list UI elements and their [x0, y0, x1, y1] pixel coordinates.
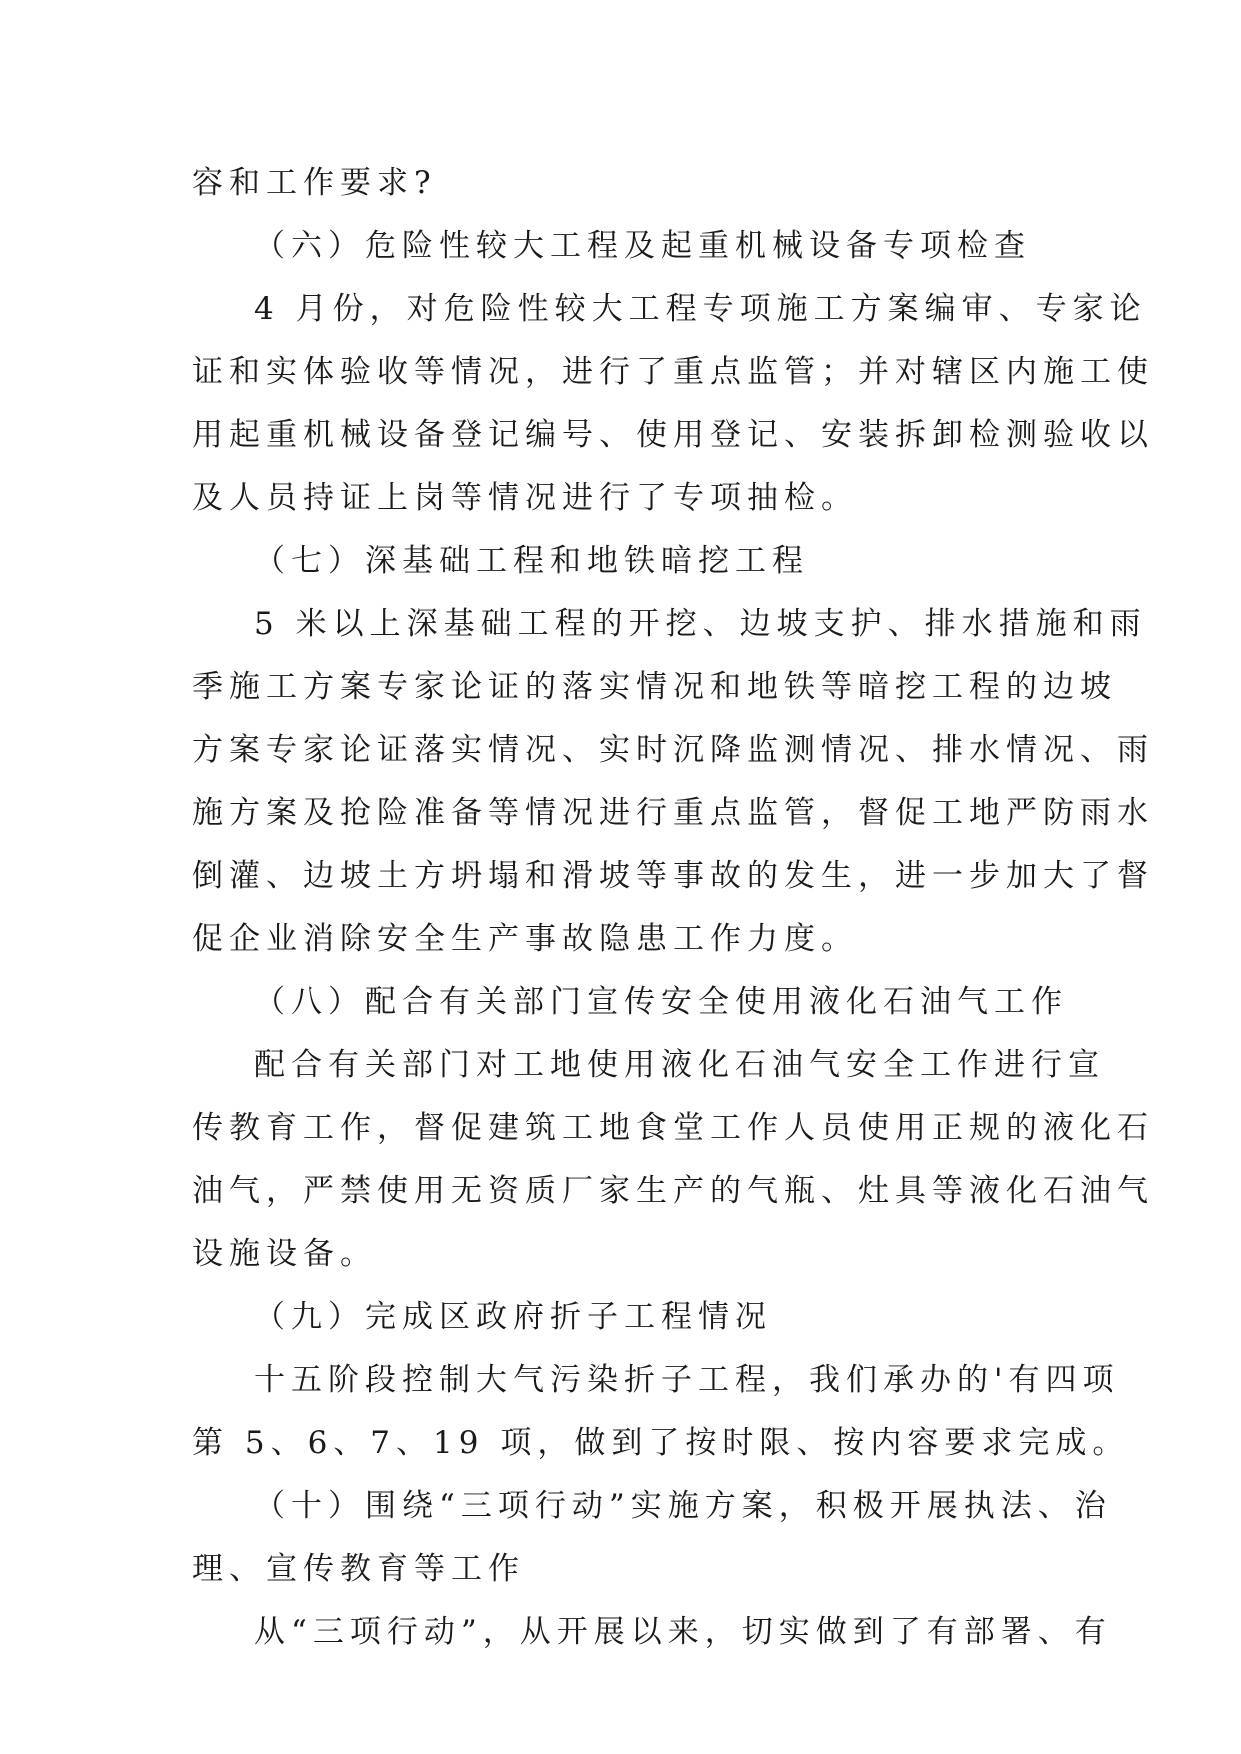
section-heading-10: （十）围绕“三项行动”实施方案，积极开展执法、治	[254, 1488, 1112, 1524]
body-line: 用起重机械设备登记编号、使用登记、安装拆卸检测验收以	[192, 417, 1154, 453]
body-line: 配合有关部门对工地使用液化石油气安全工作进行宣	[254, 1047, 1105, 1083]
body-line: 促企业消除安全生产事故隐患工作力度。	[192, 921, 858, 957]
section-heading-10-cont: 理、宣传教育等工作	[192, 1551, 525, 1587]
body-line: 5 米以上深基础工程的开挖、边坡支护、排水措施和雨	[254, 606, 1147, 642]
body-line: 从“三项行动”，从开展以来，切实做到了有部署、有	[254, 1614, 1112, 1650]
body-line: 倒灌、边坡土方坍塌和滑坡等事故的发生，进一步加大了督	[192, 858, 1154, 894]
body-line: 及人员持证上岗等情况进行了专项抽检。	[192, 480, 858, 516]
body-line: 设施设备。	[192, 1236, 377, 1272]
section-heading-7: （七）深基础工程和地铁暗挖工程	[254, 543, 809, 579]
section-heading-9: （九）完成区政府折子工程情况	[254, 1299, 772, 1335]
section-heading-8: （八）配合有关部门宣传安全使用液化石油气工作	[254, 984, 1068, 1020]
section-heading-6: （六）危险性较大工程及起重机械设备专项检查	[254, 228, 1031, 264]
body-line: 容和工作要求?	[192, 165, 437, 201]
body-line: 第 5、6、7、19 项，做到了按时限、按内容要求完成。	[192, 1425, 1130, 1461]
body-line: 证和实体验收等情况，进行了重点监管；并对辖区内施工使	[192, 354, 1154, 390]
document-body	[192, 152, 1154, 1664]
body-line: 季施工方案专家论证的落实情况和地铁等暗挖工程的边坡	[192, 669, 1117, 705]
body-line: 施方案及抢险准备等情况进行重点监管，督促工地严防雨水	[192, 795, 1154, 831]
body-line: 4 月份，对危险性较大工程专项施工方案编审、专家论	[254, 291, 1147, 327]
body-line: 十五阶段控制大气污染折子工程，我们承办的'有四项	[254, 1362, 1120, 1398]
body-line: 油气，严禁使用无资质厂家生产的气瓶、灶具等液化石油气	[192, 1173, 1154, 1209]
body-line: 方案专家论证落实情况、实时沉降监测情况、排水情况、雨	[192, 732, 1154, 768]
body-line: 传教育工作，督促建筑工地食堂工作人员使用正规的液化石	[192, 1110, 1154, 1146]
